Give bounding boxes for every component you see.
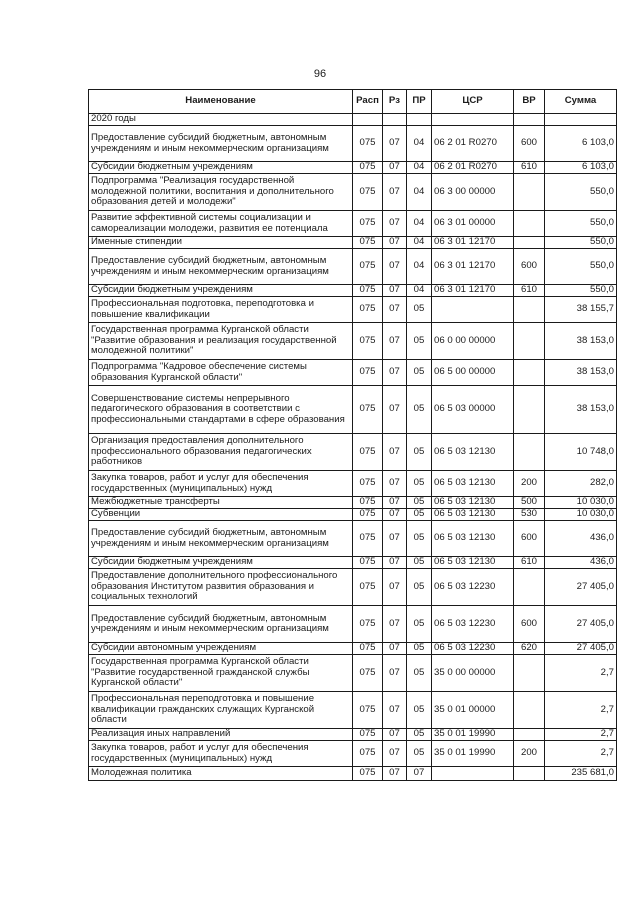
header-vr: ВР [514,90,545,114]
cell-pr: 05 [407,386,432,434]
cell-pr: 05 [407,360,432,386]
cell-sum: 27 405,0 [545,606,617,643]
cell-rasp: 075 [353,285,383,297]
table-row [89,285,617,297]
table-row [89,569,617,606]
cell-rasp: 075 [353,569,383,606]
cell-rz: 07 [383,162,407,174]
cell-name: Предоставление субсидий бюджетным, автономным учреждениям и иным некоммерческим организациям [89,521,353,557]
cell-vr [514,323,545,360]
cell-name: Субсидии бюджетным учреждениям [89,162,353,174]
cell-rasp: 075 [353,497,383,509]
table-row [89,497,617,509]
cell-pr: 05 [407,606,432,643]
cell-pr: 04 [407,211,432,237]
cell-rz: 07 [383,386,407,434]
header-pr: ПР [407,90,432,114]
cell-rasp: 075 [353,692,383,729]
cell-sum: 38 153,0 [545,323,617,360]
cell-name: Именные стипендии [89,237,353,249]
cell-sum: 436,0 [545,521,617,557]
table-row [89,509,617,521]
cell-csr: 06 5 03 12130 [432,557,514,569]
cell-rasp: 075 [353,237,383,249]
cell-vr: 500 [514,497,545,509]
cell-vr: 620 [514,643,545,655]
cell-rz: 07 [383,285,407,297]
cell-rasp: 075 [353,297,383,323]
cell-rz: 07 [383,509,407,521]
cell-rasp: 075 [353,741,383,767]
table-row [89,211,617,237]
cell-vr [514,360,545,386]
cell-pr: 04 [407,285,432,297]
cell-sum: 38 153,0 [545,360,617,386]
cell-rasp: 075 [353,521,383,557]
cell-pr: 04 [407,126,432,162]
cell-vr: 600 [514,606,545,643]
cell-name: Закупка товаров, работ и услуг для обеспечения государственных (муниципальных) нужд [89,471,353,497]
cell-vr [514,114,545,126]
cell-csr: 06 2 01 R0270 [432,162,514,174]
cell-csr: 35 0 01 00000 [432,692,514,729]
cell-csr [432,767,514,781]
cell-name: Подпрограмма "Реализация государственной молодежной политики, воспитания и дополнительного образования детей и молодежи" [89,174,353,211]
cell-name: Субсидии автономным учреждениям [89,643,353,655]
cell-name: Предоставление субсидий бюджетным, автономным учреждениям и иным некоммерческим организациям [89,249,353,285]
cell-vr [514,211,545,237]
cell-csr: 06 5 00 00000 [432,360,514,386]
table-row [89,741,617,767]
cell-name: Молодежная политика [89,767,353,781]
cell-rasp: 075 [353,643,383,655]
page-number: 96 [313,68,327,80]
cell-rasp: 075 [353,126,383,162]
table-row [89,557,617,569]
table-row [89,521,617,557]
cell-vr: 600 [514,126,545,162]
cell-name: 2020 годы [89,114,353,126]
cell-sum [545,114,617,126]
cell-csr: 06 5 03 12130 [432,497,514,509]
cell-name: Предоставление дополнительного профессионального образования Институтом развития образования и социальных технологий [89,569,353,606]
cell-vr [514,434,545,471]
cell-pr [407,114,432,126]
cell-vr: 610 [514,285,545,297]
table-row [89,729,617,741]
cell-sum: 27 405,0 [545,569,617,606]
cell-pr: 05 [407,655,432,692]
table-header-row [89,90,617,114]
cell-csr [432,297,514,323]
cell-name: Межбюджетные трансферты [89,497,353,509]
cell-rz: 07 [383,655,407,692]
table-row [89,114,617,126]
cell-pr: 04 [407,162,432,174]
cell-csr: 35 0 01 19990 [432,729,514,741]
cell-vr [514,655,545,692]
cell-vr [514,174,545,211]
cell-rasp: 075 [353,606,383,643]
cell-name: Закупка товаров, работ и услуг для обеспечения государственных (муниципальных) нужд [89,741,353,767]
cell-pr: 04 [407,237,432,249]
cell-rz: 07 [383,692,407,729]
cell-pr: 05 [407,509,432,521]
cell-rz: 07 [383,521,407,557]
cell-sum: 436,0 [545,557,617,569]
cell-sum: 550,0 [545,249,617,285]
cell-rz: 07 [383,741,407,767]
header-csr: ЦСР [432,90,514,114]
cell-pr: 05 [407,497,432,509]
cell-rz: 07 [383,323,407,360]
cell-name: Субсидии бюджетным учреждениям [89,557,353,569]
cell-sum: 2,7 [545,741,617,767]
cell-pr: 07 [407,767,432,781]
cell-rasp: 075 [353,434,383,471]
table-row [89,434,617,471]
cell-rz: 07 [383,471,407,497]
cell-csr: 06 5 03 12230 [432,569,514,606]
cell-sum: 27 405,0 [545,643,617,655]
cell-vr [514,692,545,729]
cell-rz: 07 [383,497,407,509]
table-body [89,114,617,781]
cell-csr: 06 5 03 00000 [432,386,514,434]
cell-csr: 06 5 03 12230 [432,643,514,655]
cell-rz: 07 [383,569,407,606]
cell-rz: 07 [383,606,407,643]
cell-vr: 610 [514,557,545,569]
cell-rz: 07 [383,729,407,741]
cell-csr: 06 5 03 12130 [432,434,514,471]
cell-sum: 6 103,0 [545,126,617,162]
table-row [89,126,617,162]
table-row [89,297,617,323]
cell-rasp [353,114,383,126]
cell-rasp: 075 [353,323,383,360]
cell-pr: 05 [407,557,432,569]
cell-sum: 550,0 [545,237,617,249]
cell-csr: 06 3 01 00000 [432,211,514,237]
table-row [89,606,617,643]
cell-csr: 06 3 01 12170 [432,237,514,249]
cell-name: Предоставление субсидий бюджетным, автономным учреждениям и иным некоммерческим организациям [89,606,353,643]
cell-sum: 550,0 [545,285,617,297]
cell-vr [514,729,545,741]
cell-pr: 05 [407,471,432,497]
cell-rasp: 075 [353,211,383,237]
cell-pr: 05 [407,434,432,471]
cell-csr [432,114,514,126]
header-sum: Сумма [545,90,617,114]
cell-rz: 07 [383,211,407,237]
header-rasp: Расп [353,90,383,114]
cell-name: Субвенции [89,509,353,521]
cell-name: Предоставление субсидий бюджетным, автономным учреждениям и иным некоммерческим организациям [89,126,353,162]
cell-pr: 05 [407,643,432,655]
cell-pr: 04 [407,174,432,211]
table-row [89,692,617,729]
cell-sum: 282,0 [545,471,617,497]
cell-rz: 07 [383,237,407,249]
cell-csr: 06 5 03 12130 [432,521,514,557]
cell-sum: 550,0 [545,174,617,211]
budget-table [88,89,617,781]
cell-vr: 610 [514,162,545,174]
cell-rasp: 075 [353,249,383,285]
cell-rasp: 075 [353,471,383,497]
cell-vr [514,237,545,249]
cell-vr: 200 [514,741,545,767]
cell-csr: 06 3 00 00000 [432,174,514,211]
cell-vr: 600 [514,521,545,557]
cell-rz: 07 [383,126,407,162]
cell-rasp: 075 [353,655,383,692]
cell-sum: 550,0 [545,211,617,237]
cell-rz: 07 [383,643,407,655]
cell-csr: 06 3 01 12170 [432,285,514,297]
table-row [89,655,617,692]
cell-name: Развитие эффективной системы социализации и самореализации молодежи, развития ее потенциала [89,211,353,237]
cell-rasp: 075 [353,729,383,741]
cell-vr [514,569,545,606]
cell-pr: 05 [407,692,432,729]
cell-name: Государственная программа Курганской области "Развитие государственной гражданской службы Курганской области" [89,655,353,692]
cell-name: Реализация иных направлений [89,729,353,741]
cell-name: Профессиональная подготовка, переподготовка и повышение квалификации [89,297,353,323]
cell-rasp: 075 [353,162,383,174]
cell-rasp: 075 [353,767,383,781]
cell-rasp: 075 [353,360,383,386]
cell-rasp: 075 [353,509,383,521]
cell-rz: 07 [383,557,407,569]
table-row [89,360,617,386]
cell-pr: 05 [407,521,432,557]
cell-csr: 06 2 01 R0270 [432,126,514,162]
cell-rasp: 075 [353,174,383,211]
table-row [89,237,617,249]
cell-csr: 06 0 00 00000 [432,323,514,360]
cell-csr: 06 5 03 12130 [432,471,514,497]
cell-sum: 10 030,0 [545,497,617,509]
table-row [89,643,617,655]
cell-sum: 2,7 [545,729,617,741]
cell-rz: 07 [383,434,407,471]
cell-vr: 200 [514,471,545,497]
cell-csr: 06 3 01 12170 [432,249,514,285]
cell-name: Подпрограмма "Кадровое обеспечение системы образования Курганской области" [89,360,353,386]
cell-pr: 05 [407,741,432,767]
table-row [89,249,617,285]
table-row [89,323,617,360]
table-row [89,162,617,174]
cell-csr: 35 0 01 19990 [432,741,514,767]
table-row [89,471,617,497]
cell-vr [514,297,545,323]
cell-rz [383,114,407,126]
cell-name: Организация предоставления дополнительного профессионального образования педагогических работников [89,434,353,471]
cell-rz: 07 [383,767,407,781]
cell-sum: 6 103,0 [545,162,617,174]
cell-pr: 05 [407,323,432,360]
cell-vr [514,386,545,434]
cell-sum: 10 030,0 [545,509,617,521]
cell-rz: 07 [383,360,407,386]
cell-sum: 2,7 [545,692,617,729]
cell-rasp: 075 [353,386,383,434]
cell-name: Субсидии бюджетным учреждениям [89,285,353,297]
header-rz: Рз [383,90,407,114]
cell-pr: 05 [407,569,432,606]
cell-name: Профессиональная переподготовка и повышение квалификации гражданских служащих Курганской области [89,692,353,729]
cell-vr: 530 [514,509,545,521]
cell-sum: 235 681,0 [545,767,617,781]
cell-pr: 04 [407,249,432,285]
cell-name: Государственная программа Курганской области "Развитие образования и реализация государственной молодежной политики" [89,323,353,360]
cell-sum: 10 748,0 [545,434,617,471]
header-name: Наименование [89,90,353,114]
cell-vr [514,767,545,781]
cell-sum: 38 153,0 [545,386,617,434]
table-row [89,386,617,434]
cell-csr: 35 0 00 00000 [432,655,514,692]
cell-vr: 600 [514,249,545,285]
cell-sum: 2,7 [545,655,617,692]
table-row [89,767,617,781]
cell-rz: 07 [383,174,407,211]
cell-rasp: 075 [353,557,383,569]
cell-pr: 05 [407,729,432,741]
cell-sum: 38 155,7 [545,297,617,323]
table-row [89,174,617,211]
cell-name: Совершенствование системы непрерывного педагогического образования в соответствии с профессиональными стандартами в сфере образования [89,386,353,434]
cell-pr: 05 [407,297,432,323]
cell-csr: 06 5 03 12230 [432,606,514,643]
cell-rz: 07 [383,249,407,285]
cell-csr: 06 5 03 12130 [432,509,514,521]
cell-rz: 07 [383,297,407,323]
